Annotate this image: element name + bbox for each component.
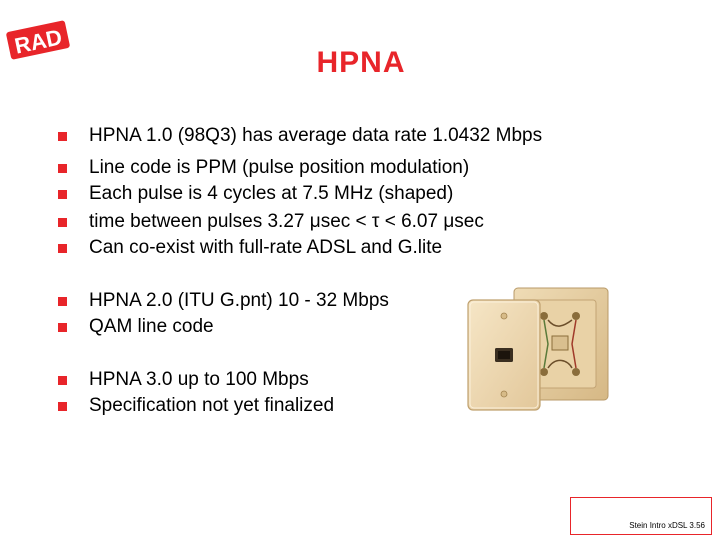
bullet-text: time between pulses 3.27 μsec < τ < 6.07 μsec xyxy=(89,211,484,232)
bullet-square-icon xyxy=(58,297,67,306)
bullet-item xyxy=(58,392,334,420)
bullet-text: HPNA 2.0 (ITU G.pnt) 10 - 32 Mbps xyxy=(89,290,389,311)
bullet-item xyxy=(58,208,484,236)
bullet-text: Can co-exist with full-rate ADSL and G.lite xyxy=(89,237,443,258)
bullet-square-icon xyxy=(58,376,67,385)
bullet-text: Line code is PPM (pulse position modulation) xyxy=(89,157,470,178)
bullet-text: Each pulse is 4 cycles at 7.5 MHz (shaped) xyxy=(89,183,454,204)
bullet-square-icon xyxy=(58,164,67,173)
bullet-item xyxy=(58,234,442,262)
footer-text: Stein Intro xDSL 3.56 xyxy=(629,521,705,530)
slide-title: HPNA xyxy=(316,46,406,79)
bullet-square-icon xyxy=(58,218,67,227)
bullet-text: QAM line code xyxy=(89,316,214,337)
bullet-item xyxy=(58,180,453,208)
bullet-text: HPNA 1.0 (98Q3) has average data rate 1.0432 Mbps xyxy=(89,125,543,146)
bullet-item xyxy=(58,154,469,182)
bullet-item xyxy=(58,313,214,341)
bullet-item xyxy=(58,122,542,150)
phone-wall-jack-image xyxy=(464,286,612,414)
bullet-text: Specification not yet finalized xyxy=(89,395,335,416)
bullet-square-icon xyxy=(58,132,67,141)
bullet-square-icon xyxy=(58,323,67,332)
bullet-text: HPNA 3.0 up to 100 Mbps xyxy=(89,369,309,390)
bullet-square-icon xyxy=(58,244,67,253)
bullet-square-icon xyxy=(58,190,67,199)
bullet-item xyxy=(58,287,389,315)
bullet-item xyxy=(58,366,309,394)
rad-logo-text: RAD xyxy=(12,24,65,59)
footer-badge xyxy=(570,497,712,535)
bullet-square-icon xyxy=(58,402,67,411)
